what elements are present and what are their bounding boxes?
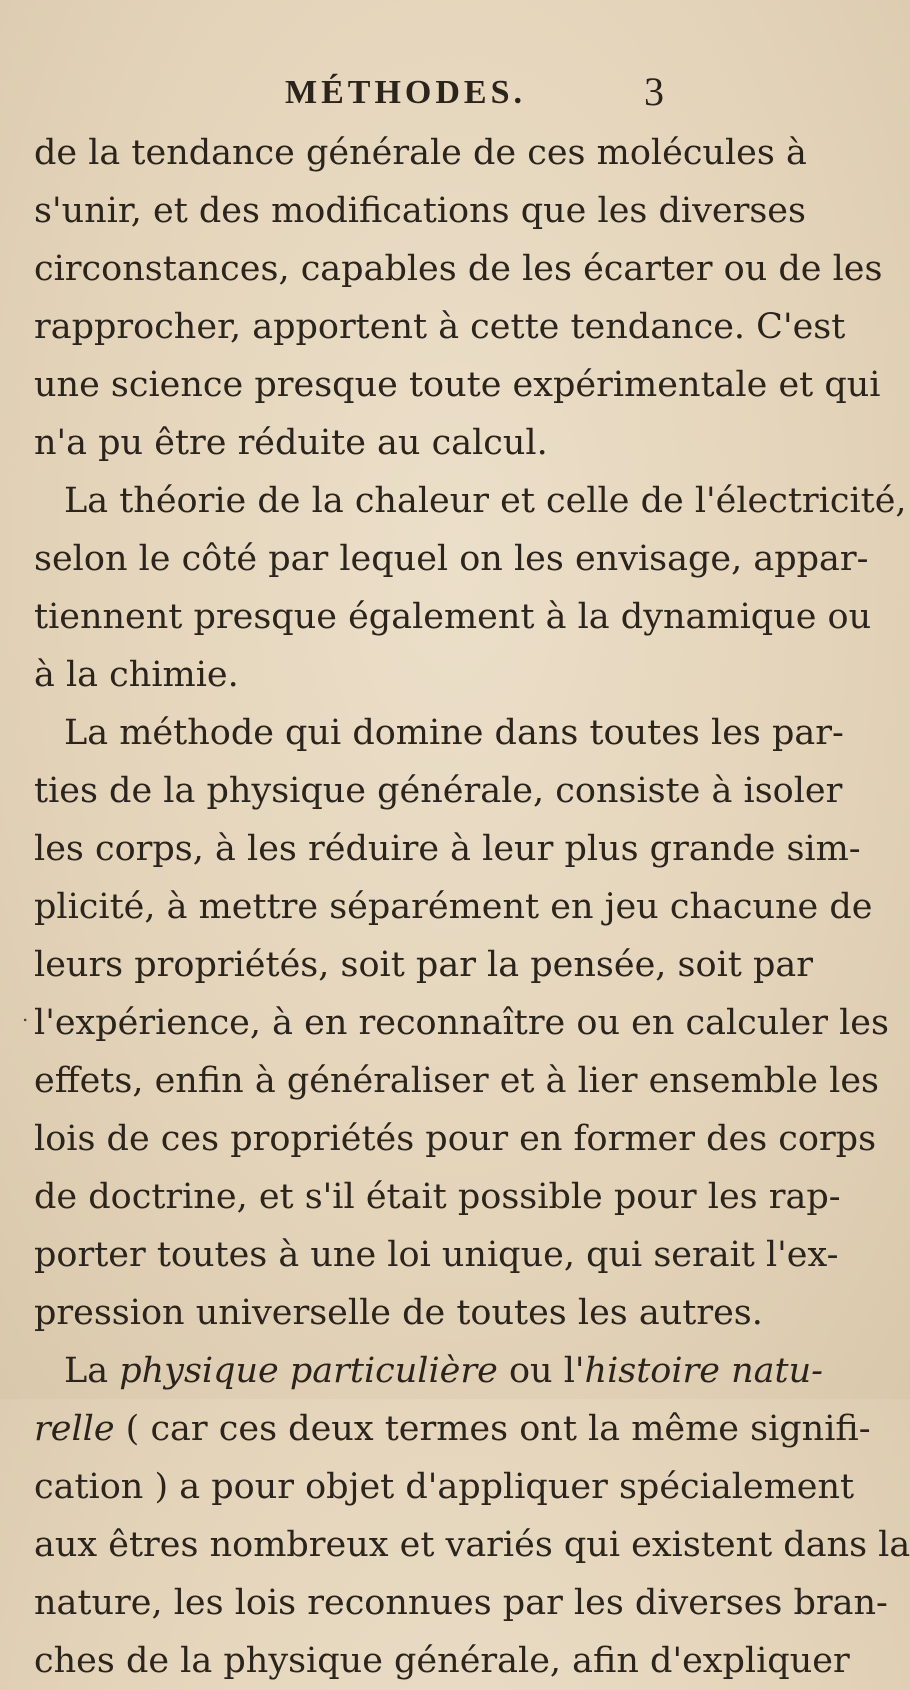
text-line: à la chimie. xyxy=(34,655,239,695)
text-line: l'expérience, à en reconnaître ou en calculer les xyxy=(34,1003,889,1043)
italic-term-physique-particuliere: physique particulière xyxy=(119,1351,498,1391)
text-line: aux êtres nombreux et variés qui existent dans la xyxy=(34,1525,910,1565)
text-line: n'a pu être réduite au calcul. xyxy=(34,423,548,463)
text-line: nature, les lois reconnues par les diverses bran- xyxy=(34,1583,888,1623)
text-line: rapprocher, apportent à cette tendance. C'est xyxy=(34,307,846,347)
text-line: de doctrine, et s'il était possible pour les rap- xyxy=(34,1177,841,1217)
text-segment: ( car ces deux termes ont la même signifi- xyxy=(114,1409,871,1449)
text-line: effets, enfin à généraliser et à lier ensemble les xyxy=(34,1061,879,1101)
running-head xyxy=(0,68,800,118)
text-line: selon le côté par lequel on les envisage, appar- xyxy=(34,539,869,579)
text-line: s'unir, et des modifications que les diverses xyxy=(34,191,806,231)
text-line: tiennent presque également à la dynamique ou xyxy=(34,597,872,637)
text-line: cation ) a pour objet d'appliquer spécialement xyxy=(34,1467,855,1507)
page-number: 3 xyxy=(644,69,664,114)
text-line: de la tendance générale de ces molécules à xyxy=(34,133,807,173)
text-line: porter toutes à une loi unique, qui serait l'ex- xyxy=(34,1235,839,1275)
text-line: La théorie de la chaleur et celle de l'électricité, xyxy=(64,481,907,521)
text-line: ches de la physique générale, afin d'expliquer xyxy=(34,1641,850,1681)
body-text xyxy=(34,124,910,1690)
text-segment: ou l' xyxy=(497,1351,585,1391)
margin-mark: . xyxy=(22,1002,29,1026)
text-line: lois de ces propriétés pour en former des corps xyxy=(34,1119,877,1159)
text-line-with-italics xyxy=(34,1400,871,1458)
italic-term-histoire-naturelle: histoire natu- xyxy=(584,1351,823,1391)
text-line: La méthode qui domine dans toutes les par- xyxy=(64,713,844,753)
text-line: ties de la physique générale, consiste à isoler xyxy=(34,771,843,811)
text-line: leurs propriétés, soit par la pensée, soit par xyxy=(34,945,813,985)
text-line-with-italics xyxy=(34,1342,823,1400)
text-line: une science presque toute expérimentale et qui xyxy=(34,365,881,405)
text-segment: La xyxy=(64,1351,120,1391)
text-line: plicité, à mettre séparément en jeu chacune de xyxy=(34,887,873,927)
text-line: les corps, à les réduire à leur plus grande sim- xyxy=(34,829,861,869)
text-line: pression universelle de toutes les autres. xyxy=(34,1293,763,1333)
text-line: circonstances, capables de les écarter ou de les xyxy=(34,249,883,289)
italic-term-relle: relle xyxy=(34,1409,115,1449)
running-head-title: MÉTHODES. xyxy=(285,74,526,111)
